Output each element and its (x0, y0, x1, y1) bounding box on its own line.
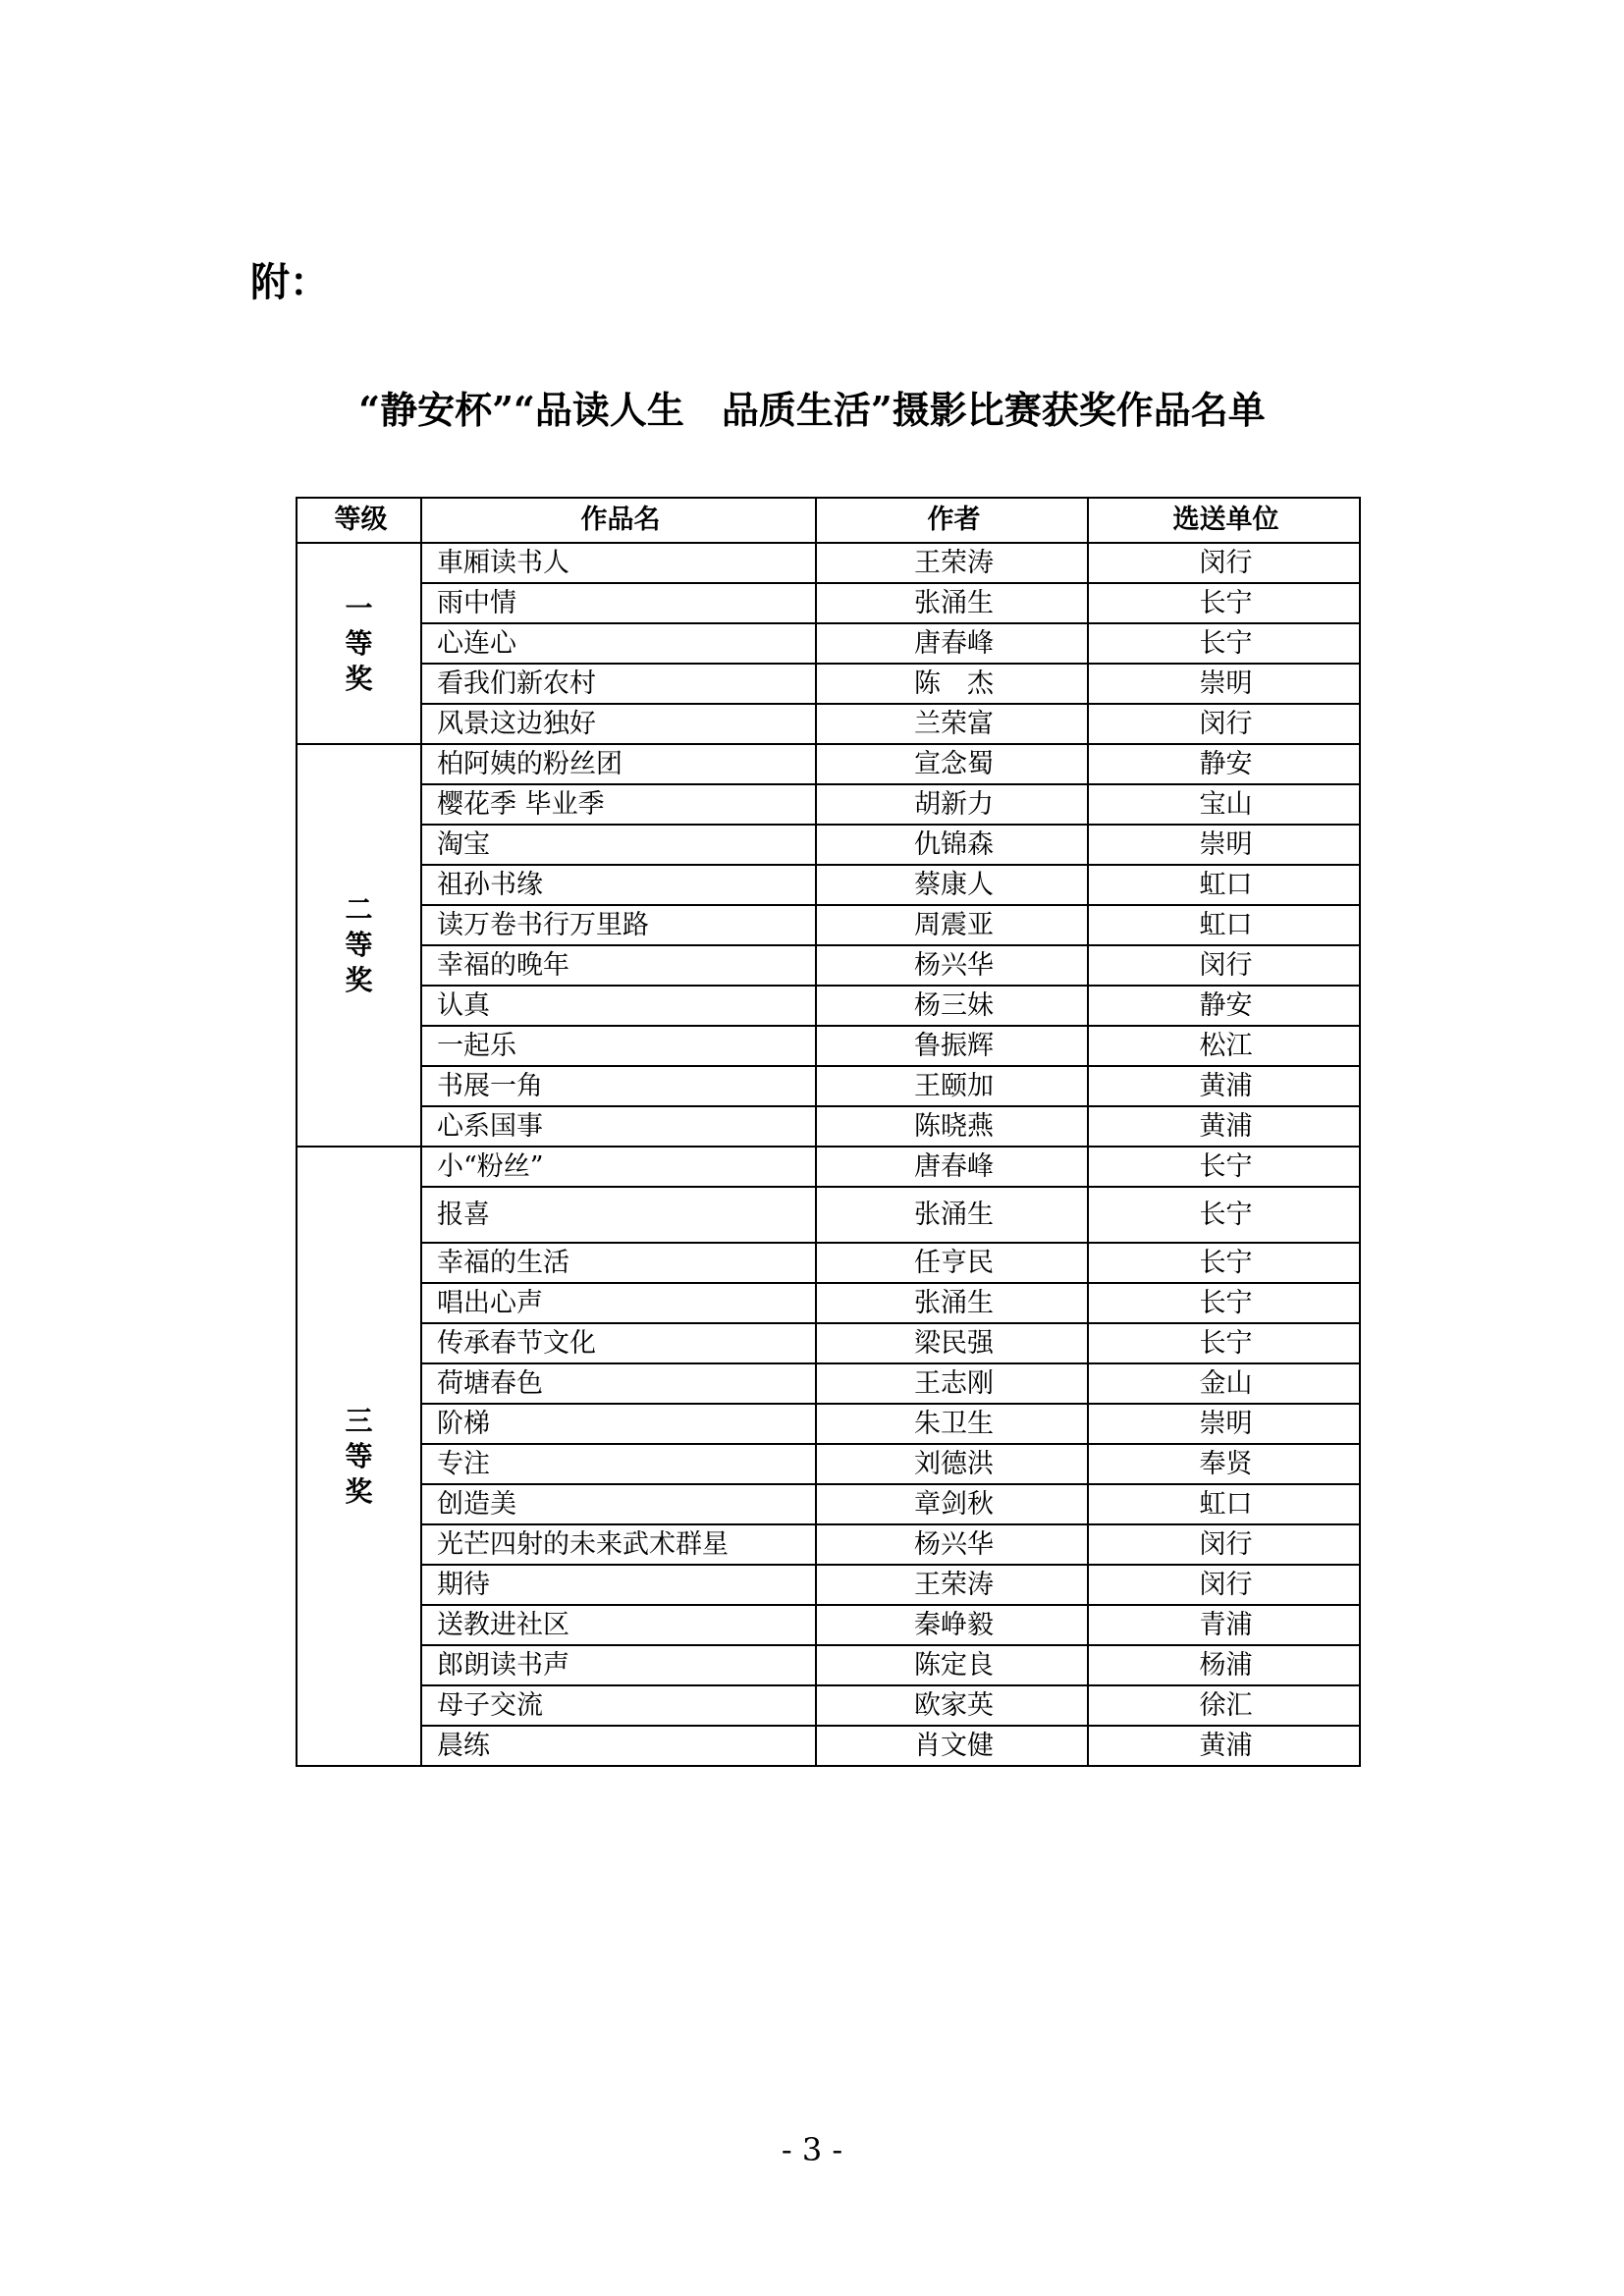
unit-cell: 长宁 (1088, 583, 1360, 623)
work-title-cell: 期待 (421, 1565, 816, 1605)
work-title-cell: 心系国事 (421, 1106, 816, 1147)
author-cell: 肖文健 (816, 1726, 1088, 1766)
work-title-cell: 光芒四射的未来武术群星 (421, 1524, 816, 1565)
table-row (297, 583, 1360, 623)
work-title-cell: 郎朗读书声 (421, 1645, 816, 1685)
work-title-cell: 幸福的生活 (421, 1243, 816, 1283)
work-title-cell: 柏阿姨的粉丝团 (421, 744, 816, 784)
unit-cell: 松江 (1088, 1026, 1360, 1066)
author-cell: 周震亚 (816, 905, 1088, 945)
appendix-label: 附： (250, 259, 329, 305)
award-level-label: 三等奖 (345, 1404, 373, 1508)
work-title-cell: 樱花季 毕业季 (421, 784, 816, 825)
work-title-cell: 小“粉丝” (421, 1147, 816, 1187)
table-row (297, 905, 1360, 945)
work-title-cell: 車厢读书人 (421, 543, 816, 583)
author-cell: 杨兴华 (816, 945, 1088, 986)
author-cell: 张涌生 (816, 1283, 1088, 1323)
table-row (297, 1026, 1360, 1066)
unit-cell: 崇明 (1088, 1404, 1360, 1444)
table-row (297, 825, 1360, 865)
table-row (297, 945, 1360, 986)
author-cell: 王颐加 (816, 1066, 1088, 1106)
page-number: - 3 - (781, 2131, 843, 2168)
table-row (297, 1066, 1360, 1106)
work-title-cell: 报喜 (421, 1187, 816, 1243)
work-title-cell: 看我们新农村 (421, 664, 816, 704)
table-row (297, 986, 1360, 1026)
author-cell: 杨三妹 (816, 986, 1088, 1026)
header-unit: 选送单位 (1088, 498, 1360, 543)
unit-cell: 长宁 (1088, 1243, 1360, 1283)
unit-cell: 杨浦 (1088, 1645, 1360, 1685)
work-title-cell: 母子交流 (421, 1685, 816, 1726)
table-row (297, 623, 1360, 664)
unit-cell: 长宁 (1088, 1323, 1360, 1363)
author-cell: 唐春峰 (816, 1147, 1088, 1187)
unit-cell: 虹口 (1088, 1484, 1360, 1524)
award-level-cell (297, 744, 421, 1147)
table-row (297, 704, 1360, 744)
unit-cell: 静安 (1088, 986, 1360, 1026)
work-title-cell: 幸福的晚年 (421, 945, 816, 986)
work-title-cell: 风景这边独好 (421, 704, 816, 744)
award-level-label: 二等奖 (345, 893, 373, 996)
table-row (297, 1524, 1360, 1565)
work-title-cell: 雨中情 (421, 583, 816, 623)
work-title-cell: 唱出心声 (421, 1283, 816, 1323)
table-row (297, 1685, 1360, 1726)
author-cell: 朱卫生 (816, 1404, 1088, 1444)
awards-table (296, 497, 1361, 1767)
author-cell: 王志刚 (816, 1363, 1088, 1404)
author-cell: 陈晓燕 (816, 1106, 1088, 1147)
table-row (297, 1187, 1360, 1243)
author-cell: 蔡康人 (816, 865, 1088, 905)
table-row (297, 1363, 1360, 1404)
author-cell: 秦峥毅 (816, 1605, 1088, 1645)
table-row (297, 1645, 1360, 1685)
table-row (297, 664, 1360, 704)
award-level-label: 一等奖 (345, 591, 373, 695)
header-title: 作品名 (421, 498, 816, 543)
unit-cell: 长宁 (1088, 623, 1360, 664)
work-title-cell: 认真 (421, 986, 816, 1026)
unit-cell: 崇明 (1088, 825, 1360, 865)
unit-cell: 静安 (1088, 744, 1360, 784)
unit-cell: 闵行 (1088, 704, 1360, 744)
author-cell: 陈 杰 (816, 664, 1088, 704)
table-row (297, 1106, 1360, 1147)
table-row (297, 1444, 1360, 1484)
unit-cell: 金山 (1088, 1363, 1360, 1404)
work-title-cell: 淘宝 (421, 825, 816, 865)
table-row (297, 1147, 1360, 1187)
award-level-cell (297, 543, 421, 744)
table-row (297, 543, 1360, 583)
table-row (297, 865, 1360, 905)
author-cell: 宣念蜀 (816, 744, 1088, 784)
unit-cell: 宝山 (1088, 784, 1360, 825)
work-title-cell: 创造美 (421, 1484, 816, 1524)
author-cell: 陈定良 (816, 1645, 1088, 1685)
header-level: 等级 (297, 498, 421, 543)
unit-cell: 闵行 (1088, 945, 1360, 986)
unit-cell: 闵行 (1088, 1565, 1360, 1605)
author-cell: 欧家英 (816, 1685, 1088, 1726)
unit-cell: 闵行 (1088, 543, 1360, 583)
table-row (297, 1404, 1360, 1444)
work-title-cell: 荷塘春色 (421, 1363, 816, 1404)
unit-cell: 青浦 (1088, 1605, 1360, 1645)
work-title-cell: 送教进社区 (421, 1605, 816, 1645)
unit-cell: 长宁 (1088, 1283, 1360, 1323)
author-cell: 刘德洪 (816, 1444, 1088, 1484)
table-row (297, 1484, 1360, 1524)
work-title-cell: 书展一角 (421, 1066, 816, 1106)
work-title-cell: 心连心 (421, 623, 816, 664)
table-row (297, 1565, 1360, 1605)
document-title: “静安杯”“品读人生 品质生活”摄影比赛获奖作品名单 (358, 388, 1266, 432)
work-title-cell: 晨练 (421, 1726, 816, 1766)
work-title-cell: 一起乐 (421, 1026, 816, 1066)
author-cell: 王荣涛 (816, 1565, 1088, 1605)
work-title-cell: 祖孙书缘 (421, 865, 816, 905)
author-cell: 章剑秋 (816, 1484, 1088, 1524)
author-cell: 任亨民 (816, 1243, 1088, 1283)
award-level-cell (297, 1147, 421, 1766)
author-cell: 张涌生 (816, 1187, 1088, 1243)
table-row (297, 784, 1360, 825)
unit-cell: 闵行 (1088, 1524, 1360, 1565)
unit-cell: 徐汇 (1088, 1685, 1360, 1726)
author-cell: 王荣涛 (816, 543, 1088, 583)
work-title-cell: 读万卷书行万里路 (421, 905, 816, 945)
awards-table-body (297, 543, 1360, 1766)
unit-cell: 黄浦 (1088, 1066, 1360, 1106)
unit-cell: 黄浦 (1088, 1106, 1360, 1147)
unit-cell: 虹口 (1088, 865, 1360, 905)
work-title-cell: 专注 (421, 1444, 816, 1484)
header-author: 作者 (816, 498, 1088, 543)
table-header-row (297, 498, 1360, 543)
work-title-cell: 传承春节文化 (421, 1323, 816, 1363)
unit-cell: 长宁 (1088, 1147, 1360, 1187)
author-cell: 梁民强 (816, 1323, 1088, 1363)
unit-cell: 长宁 (1088, 1187, 1360, 1243)
author-cell: 鲁振辉 (816, 1026, 1088, 1066)
unit-cell: 奉贤 (1088, 1444, 1360, 1484)
table-row (297, 1283, 1360, 1323)
author-cell: 仇锦森 (816, 825, 1088, 865)
author-cell: 唐春峰 (816, 623, 1088, 664)
author-cell: 胡新力 (816, 784, 1088, 825)
unit-cell: 虹口 (1088, 905, 1360, 945)
table-row (297, 1323, 1360, 1363)
table-row (297, 1243, 1360, 1283)
unit-cell: 崇明 (1088, 664, 1360, 704)
table-row (297, 744, 1360, 784)
work-title-cell: 阶梯 (421, 1404, 816, 1444)
table-row (297, 1726, 1360, 1766)
author-cell: 张涌生 (816, 583, 1088, 623)
author-cell: 杨兴华 (816, 1524, 1088, 1565)
author-cell: 兰荣富 (816, 704, 1088, 744)
unit-cell: 黄浦 (1088, 1726, 1360, 1766)
table-row (297, 1605, 1360, 1645)
